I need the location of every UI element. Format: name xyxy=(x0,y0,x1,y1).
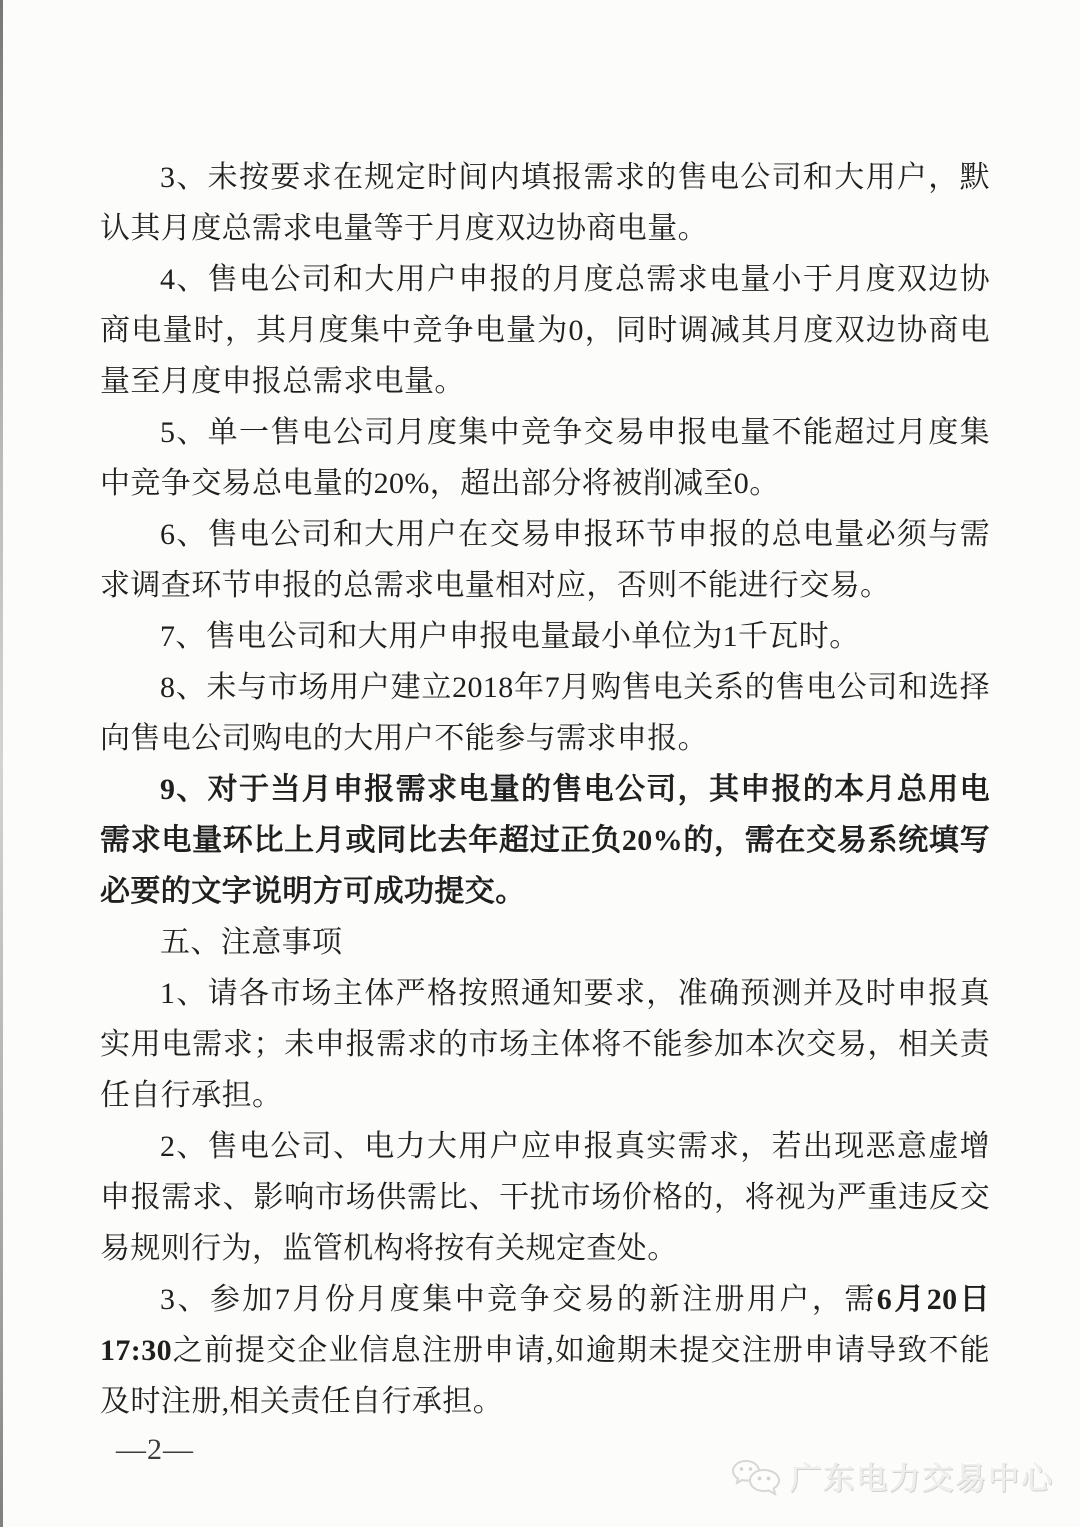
paragraph: 5、单一售电公司月度集中竞争交易申报电量不能超过月度集中竞争交易总电量的20%，超出部分将被削减至0。 xyxy=(100,416,990,500)
paragraph: 4、售电公司和大用户申报的月度总需求电量小于月度双边协商电量时，其月度集中竞争电量为0，同时调减其月度双边协商电量至月度申报总需求电量。 xyxy=(100,263,990,398)
scan-edge-artifact xyxy=(0,0,3,1527)
paragraph: 7、售电公司和大用户申报电量最小单位为1千瓦时。 xyxy=(160,620,860,653)
text-segment: 之前提交企业信息注册申请,如逾期未提交注册申请导致不能及时注册,相关责任自行承担。 xyxy=(100,1334,990,1418)
watermark-text: 广东电力交易中心 xyxy=(790,1461,1054,1496)
watermark xyxy=(730,1458,1054,1500)
paragraph: 9、对于当月申报需求电量的售电公司，其申报的本月总用电需求电量环比上月或同比去年超过正负20%的，需在交易系统填写必要的文字说明方可成功提交。 xyxy=(100,773,990,908)
paragraph: 3、未按要求在规定时间内填报需求的售电公司和大用户，默认其月度总需求电量等于月度双边协商电量。 xyxy=(100,161,990,245)
paragraph: 8、未与市场用户建立2018年7月购售电关系的售电公司和选择向售电公司购电的大用户不能参与需求申报。 xyxy=(100,671,990,755)
text-segment: 3、参加7月份月度集中竞争交易的新注册用户，需 xyxy=(160,1283,877,1316)
page-number: —2— xyxy=(116,1433,194,1466)
paragraph: 五、注意事项 xyxy=(160,926,343,959)
paragraph xyxy=(100,1274,990,1427)
bold-text-segment: 6月20日17:30 xyxy=(100,1283,991,1367)
wechat-icon xyxy=(730,1458,782,1500)
document-body xyxy=(100,152,990,1427)
paragraph: 6、售电公司和大用户在交易申报环节申报的总电量必须与需求调查环节申报的总需求电量相对应，否则不能进行交易。 xyxy=(100,518,990,602)
paragraph: 1、请各市场主体严格按照通知要求，准确预测并及时申报真实用电需求；未申报需求的市场主体将不能参加本次交易，相关责任自行承担。 xyxy=(100,977,990,1112)
paragraph: 2、售电公司、电力大用户应申报真实需求，若出现恶意虚增申报需求、影响市场供需比、干扰市场价格的，将视为严重违反交易规则行为，监管机构将按有关规定查处。 xyxy=(100,1130,990,1265)
